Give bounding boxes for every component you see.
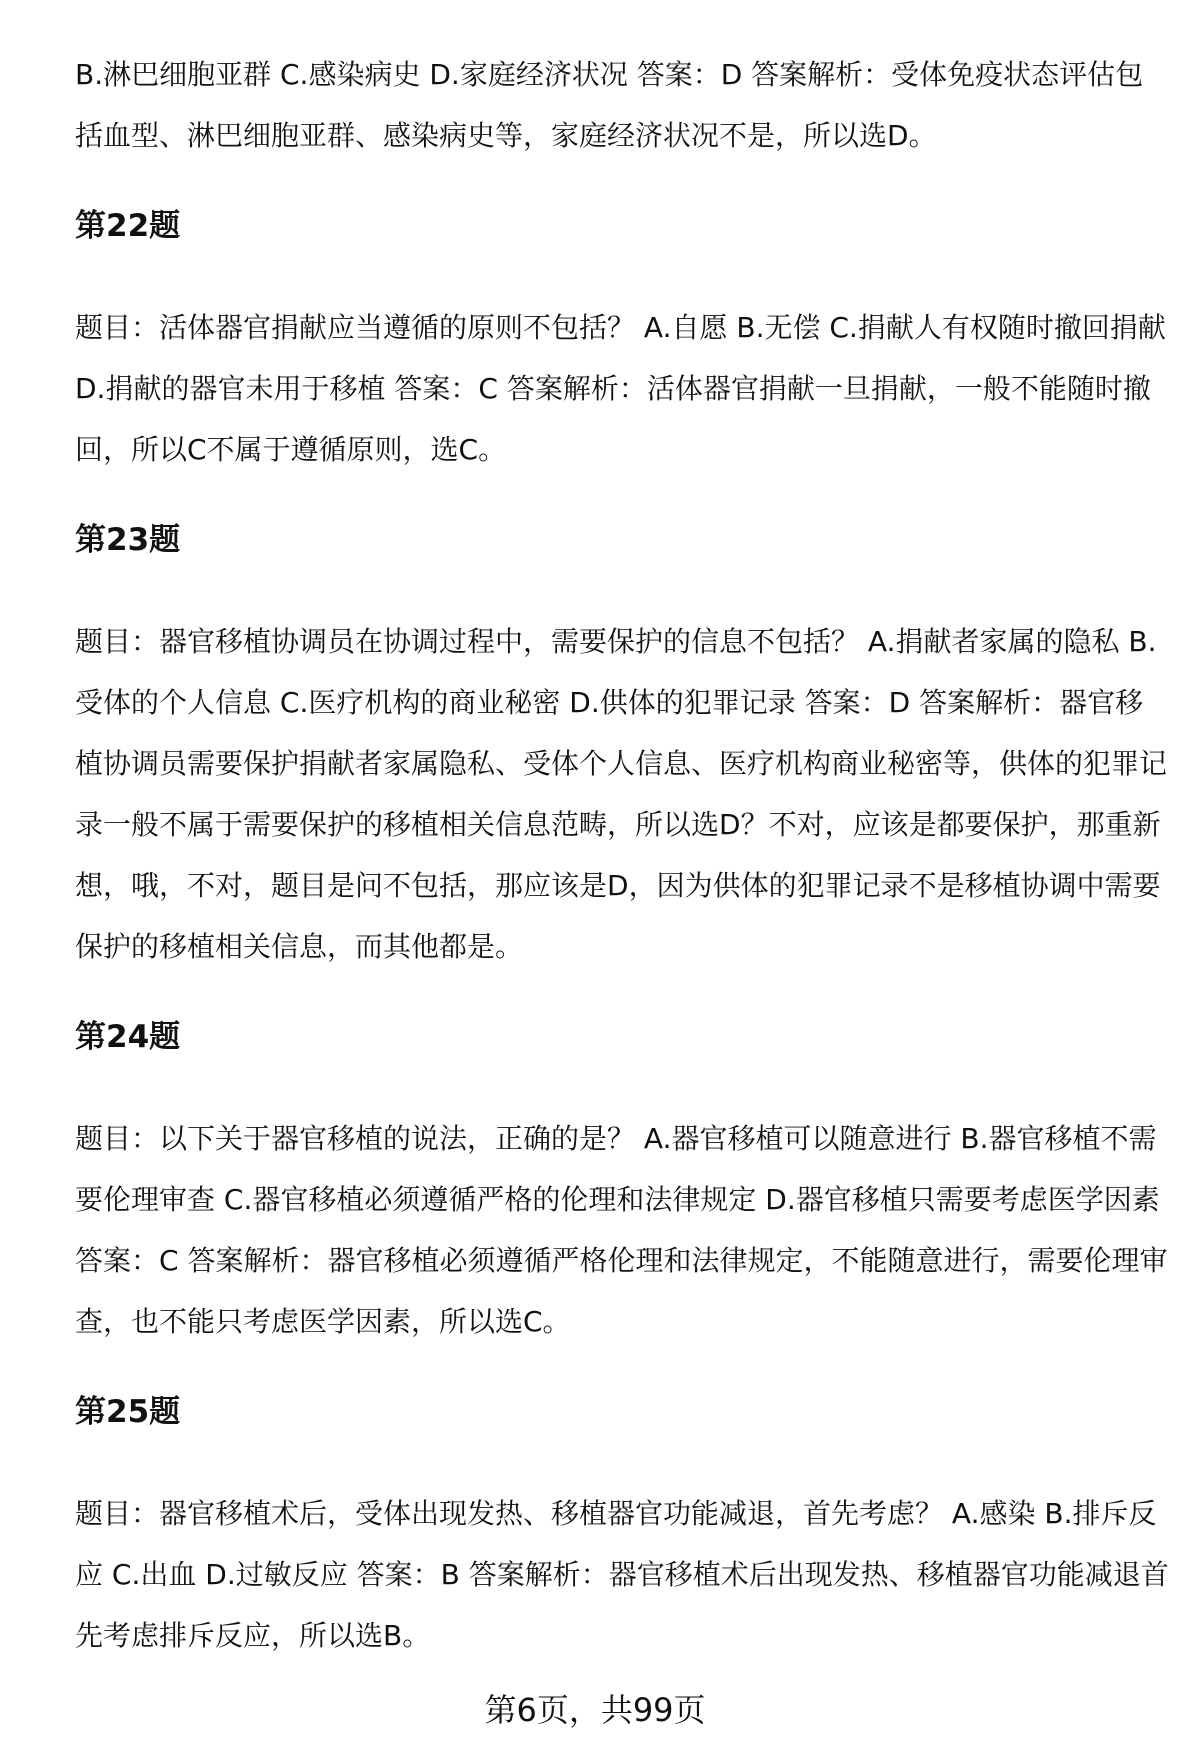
question-heading-25: 第25题 — [75, 1394, 181, 1430]
question-text-22: 题目：活体器官捐献应当遵循的原则不包括？ A.自愿 B.无偿 C.捐献人有权随时撤回捐献 D.捐献的器官未用于移植 答案：C 答案解析：活体器官捐献一旦捐献，一般不能随时撤回，所以C不属于遵循原则，选C。 — [75, 311, 1166, 466]
question-heading-22: 第22题 — [75, 208, 181, 244]
question-heading-23: 第23题 — [75, 522, 181, 558]
question-heading-24: 第24题 — [75, 1019, 181, 1055]
question-text-23: 题目：器官移植协调员在协调过程中，需要保护的信息不包括？ A.捐献者家属的隐私 B.受体的个人信息 C.医疗机构的商业秘密 D.供体的犯罪记录 答案：D 答案解析：器官移植协调员需要保护捐献者家属隐私、受体个人信息、医疗机构商业秘密等，供体的犯罪记录一般不属于需要保护的移植相关信息范畴，所以选D？不对，应该是都要保护，那重新想，哦，不对，题目是问不包括，那应该是D，因为供体的犯罪记录不是移植协调中需要保护的移植相关信息，而其他都是。 — [75, 625, 1168, 963]
document-page — [75, 44, 1170, 1666]
spacer — [75, 1068, 1170, 1108]
page-number-footer: 第6页，共99页 — [484, 1691, 706, 1729]
spacer — [75, 571, 1170, 611]
spacer — [75, 977, 1170, 1007]
spacer — [75, 257, 1170, 297]
spacer — [75, 480, 1170, 510]
spacer — [75, 1443, 1170, 1483]
question-text-25: 题目：器官移植术后，受体出现发热、移植器官功能减退，首先考虑？ A.感染 B.排斥反应 C.出血 D.过敏反应 答案：B 答案解析：器官移植术后出现发热、移植器官功能减退首先考虑排斥反应，所以选B。 — [75, 1497, 1169, 1652]
spacer — [75, 166, 1170, 196]
intro-paragraph: B.淋巴细胞亚群 C.感染病史 D.家庭经济状况 答案：D 答案解析：受体免疫状态评估包括血型、淋巴细胞亚群、感染病史等，家庭经济状况不是，所以选D。 — [75, 58, 1144, 152]
question-text-24: 题目：以下关于器官移植的说法，正确的是？ A.器官移植可以随意进行 B.器官移植不需要伦理审查 C.器官移植必须遵循严格的伦理和法律规定 D.器官移植只需要考虑医学因素 答案：C 答案解析：器官移植必须遵循严格伦理和法律规定，不能随意进行，需要伦理审查，也不能只考虑医学因素，所以选C。 — [75, 1122, 1168, 1338]
spacer — [75, 1352, 1170, 1382]
